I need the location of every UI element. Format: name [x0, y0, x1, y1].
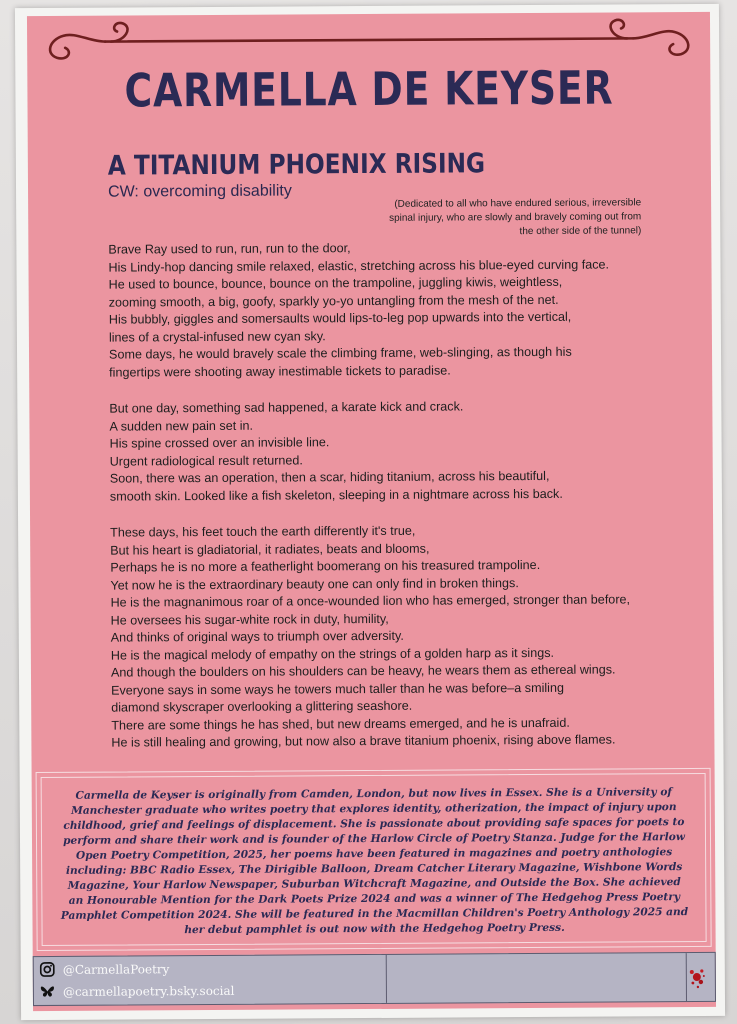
poem-line: His Lindy-hop dancing smile relaxed, elastic, stretching across his blue-eyed curving face. — [108, 257, 610, 275]
poem-line: And though the boulders on his shoulders can be heavy, he wears them as ethereal wings. — [110, 662, 616, 680]
poem-title: A TITANIUM PHOENIX RISING — [107, 148, 486, 182]
bio-box — [36, 768, 712, 951]
paper-sheet — [15, 4, 725, 1020]
poem-line: His bubbly, giggles and somersaults would lips-to-leg pop upwards into the vertical, — [108, 309, 572, 327]
poem-line: diamond skyscraper overlooking a glittering seashore. — [111, 698, 413, 715]
poem-line: Brave Ray used to run, run, run to the door, — [108, 241, 351, 257]
poem-line: smooth skin. Looked like a fish skeleton, sleeping in a nightmare across his back. — [109, 486, 563, 504]
poem-line: He used to bounce, bounce, bounce on the trampoline, juggling kiwis, weightless, — [108, 274, 563, 292]
poem-line: His spine crossed over an invisible line. — [109, 435, 330, 451]
poem-line: Urgent radiological result returned. — [109, 452, 303, 469]
poem-line: zooming smooth, a big, goofy, sparkly yo-yo untangling from the mesh of the net. — [108, 292, 559, 310]
poem-line: A sudden new pain set in. — [109, 418, 254, 434]
stanza-1 — [108, 238, 669, 381]
footer-bar — [33, 952, 716, 1006]
footer-empty-cell — [386, 953, 687, 1003]
poem-line: lines of a crystal-infused new cyan sky. — [108, 328, 326, 345]
poem-line: But his heart is gladiatorial, it radiates, beats and blooms, — [110, 541, 430, 558]
stanza-3 — [110, 521, 671, 752]
poem-line: Yet now he is the extraordinary beauty one can only find in broken things. — [110, 575, 519, 593]
poem-line: Perhaps he is no more a featherlight boomerang on his treasured trampoline. — [110, 557, 541, 575]
poem-line: He oversees his sugar-white rock in duty, humility, — [110, 611, 389, 628]
poem-line: Soon, there was an operation, then a scar, hiding titanium, across his beautiful, — [109, 468, 550, 486]
blood-splatter-icon — [684, 963, 710, 993]
poem-line: He is the magical melody of empathy on the strings of a golden harp as it sings. — [110, 645, 555, 663]
poem-line: And thinks of original ways to triumph over adversity. — [110, 628, 404, 645]
poem-line: There are some things he has shed, but new dreams emerged, and he is unafraid. — [111, 715, 570, 733]
bluesky-link[interactable] — [40, 983, 235, 999]
instagram-handle: @CarmellaPoetry — [62, 961, 170, 977]
dedication-line: (Dedicated to all who have endured serious, irreversible — [394, 197, 642, 210]
author-name: CARMELLA DE KEYSER — [124, 60, 614, 118]
instagram-icon — [40, 962, 55, 977]
dedication — [341, 196, 641, 240]
poem-line: These days, his feet touch the earth differently it's true, — [110, 523, 416, 540]
poem-line: fingertips were shooting away inestimable tickets to paradise. — [109, 363, 451, 380]
poem-line: Everyone says in some ways he towers much taller than he was before–a smiling — [111, 680, 565, 698]
poster-page — [27, 12, 716, 1011]
poem-line: But one day, something sad happened, a karate kick and crack. — [109, 399, 464, 416]
content-warning: CW: overcoming disability — [107, 182, 292, 201]
stanza-2 — [109, 397, 670, 505]
bluesky-handle: @carmellapoetry.bsky.social — [62, 983, 235, 999]
footer-social-cell — [34, 955, 387, 1005]
poem-line: He is still healing and growing, but now also a brave titanium phoenix, rising above flames. — [111, 732, 616, 750]
author-bio: Carmella de Keyser is originally from Camden, London, but now lives in Essex. She is a University of Manchester graduate who writes poetry that explores identity, otherization, the impact of injury upon childhood, grief and feelings of displacement. She is passionate about providing safe spaces for poets to perform and share their work and is founder of the Harlow Circle of Poetry Stanza. Judge for the Harlow Open Poetry Competition, 2025, her poems have been featured in magazines and poetry anthologies including: BBC Radio Essex, The Dirigible Balloon, Dream Catcher Literary Magazine, Wishbone Words Magazine, Your Harlow Newspaper, Suburban Witchcraft Magazine, and Outside the Box. She achieved an Honourable Mention for the Dark Poets Prize 2024 and was a winner of The Hedgehog Press Poetry Pamphlet Competition 2024. She will be featured in the Macmillan Children's Poetry Anthology 2025 and her debut pamphlet is out now with the Hedgehog Poetry Press. — [60, 786, 689, 937]
butterfly-icon — [40, 984, 55, 999]
poem-line: Some days, he would bravely scale the climbing frame, web-slinging, as though his — [108, 344, 572, 362]
poem-line: He is the magnanimous roar of a once-wounded lion who has emerged, stronger than before, — [110, 592, 631, 610]
dedication-line: spinal injury, who are slowly and bravely coming out from — [389, 211, 642, 224]
poem-body — [108, 238, 671, 752]
dedication-line: the other side of the tunnel) — [519, 225, 642, 238]
instagram-link[interactable] — [40, 961, 170, 977]
